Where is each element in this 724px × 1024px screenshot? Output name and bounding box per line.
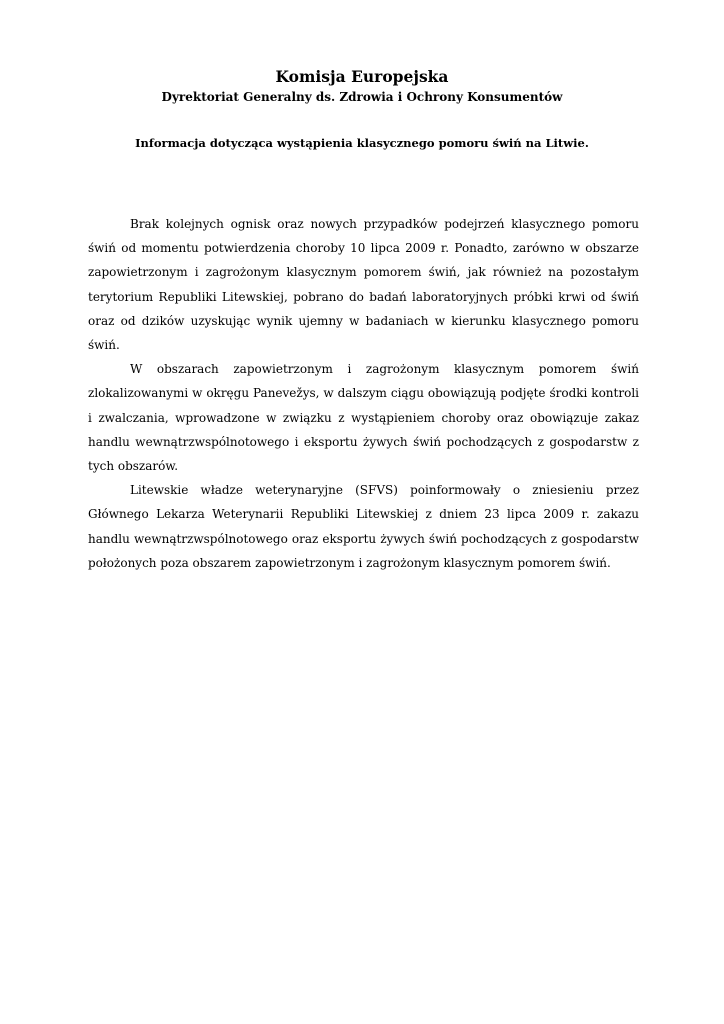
document-heading: Informacja dotycząca wystąpienia klasycznego pomoru świń na Litwie. xyxy=(135,136,589,150)
document-body xyxy=(88,212,639,575)
organization-title: Komisja Europejska xyxy=(275,67,449,86)
body-paragraph-3: Litewskie władze weterynaryjne (SFVS) poinformowały o zniesieniu przez Głównego Lekarza Weterynarii Republiki Litewskiej z dniem 23 lipca 2009 r. zakazu handlu wewnątrzwspólnotowego oraz eksportu żywych świń pochodzących z gospodarstw położonych poza obszarem zapowietrzonym i zagrożonym klasycznym pomorem świń. xyxy=(88,483,639,570)
directorate-subtitle: Dyrektoriat Generalny ds. Zdrowia i Ochrony Konsumentów xyxy=(161,90,563,104)
body-paragraph-1: Brak kolejnych ognisk oraz nowych przypadków podejrzeń klasycznego pomoru świń od momentu potwierdzenia choroby 10 lipca 2009 r. Ponadto, zarówno w obszarze zapowietrzonym i zagrożonym klasycznym pomorem świń, jak również na pozostałym terytorium Republiki Litewskiej, pobrano do badań laboratoryjnych próbki krwi od świń oraz od dzików uzyskując wynik ujemny w badaniach w kierunku klasycznego pomoru świń. xyxy=(88,217,639,353)
body-paragraph-2: W obszarach zapowietrzonym i zagrożonym klasycznym pomorem świń zlokalizowanymi w okręgu Panevežys, w dalszym ciągu obowiązują podjęte środki kontroli i zwalczania, wprowadzone w związku z wystąpieniem choroby oraz obowiązuje zakaz handlu wewnątrzwspólnotowego i eksportu żywych świń pochodzących z gospodarstw z tych obszarów. xyxy=(88,362,639,474)
